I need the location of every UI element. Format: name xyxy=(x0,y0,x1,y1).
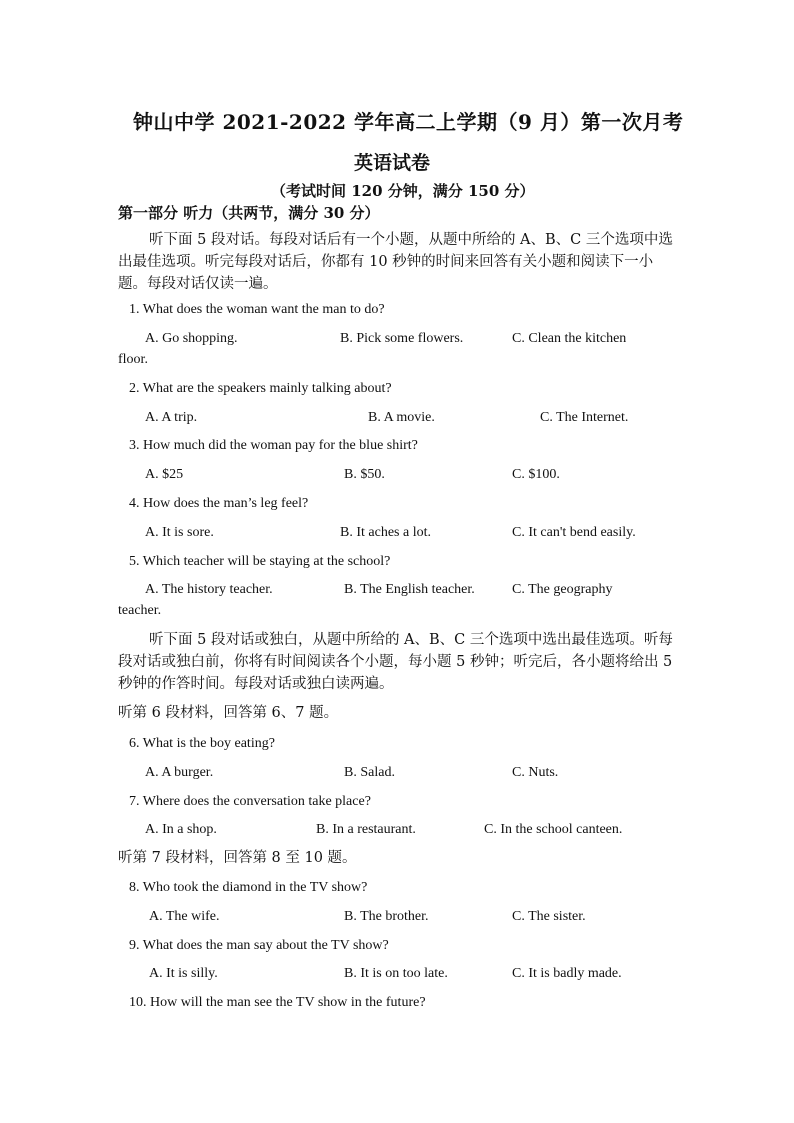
q7-option-a: A. In a shop. xyxy=(145,822,217,837)
q5-option-c: C. The geography xyxy=(512,582,613,597)
exam-subtitle: 英语试卷 xyxy=(354,152,431,174)
q5-option-a: A. The history teacher. xyxy=(145,582,273,597)
q1-option-a: A. Go shopping. xyxy=(145,331,238,346)
material-6-heading: 听第 6 段材料，回答第 6、7 题。 xyxy=(118,705,339,721)
part1-instructions: 听下面 5 段对话。每段对话后有一个小题，从题中所给的 A、B、C 三个选项中选出最佳选项。听完每段对话后，你都有 10 秒钟的时间来回答有关小题和阅读下一小题。每段对话仅读一遍。 xyxy=(118,232,673,292)
q7-option-b: B. In a restaurant. xyxy=(316,822,416,837)
exam-info: （考试时间 120 分钟，满分 150 分） xyxy=(271,182,535,200)
q6-option-a: A. A burger. xyxy=(145,765,214,780)
q9-option-b: B. It is on too late. xyxy=(344,966,448,981)
q4-option-b: B. It aches a lot. xyxy=(340,525,431,540)
exam-title: 钟山中学 2021-2022 学年高二上学期（9 月）第一次月考 xyxy=(133,110,684,134)
q1-option-b: B. Pick some flowers. xyxy=(340,331,464,346)
question-9: 9. What does the man say about the TV show? xyxy=(129,938,389,953)
q4-option-a: A. It is sore. xyxy=(145,525,214,540)
question-6: 6. What is the boy eating? xyxy=(129,736,275,751)
q6-option-c: C. Nuts. xyxy=(512,765,559,780)
q8-option-c: C. The sister. xyxy=(512,909,586,924)
q8-option-b: B. The brother. xyxy=(344,909,429,924)
q5-option-c-continued: teacher. xyxy=(118,603,162,618)
question-5: 5. Which teacher will be staying at the school? xyxy=(129,554,391,569)
q3-option-c: C. $100. xyxy=(512,467,560,482)
q2-option-b: B. A movie. xyxy=(368,410,435,425)
q8-option-a: A. The wife. xyxy=(149,909,220,924)
part2-instructions: 听下面 5 段对话或独白，从题中所给的 A、B、C 三个选项中选出最佳选项。听每段对话或独白前，你将有时间阅读各个小题，每小题 5 秒钟；听完后，各小题将给出 5 秒钟的作答时间。每段对话或独白读两遍。 xyxy=(118,632,673,692)
q7-option-c: C. In the school canteen. xyxy=(484,822,623,837)
q3-option-a: A. $25 xyxy=(145,467,184,482)
question-1: 1. What does the woman want the man to do? xyxy=(129,302,385,317)
q2-option-c: C. The Internet. xyxy=(540,410,629,425)
question-4: 4. How does the man’s leg feel? xyxy=(129,496,309,511)
q1-option-c-continued: floor. xyxy=(118,352,148,367)
q6-option-b: B. Salad. xyxy=(344,765,395,780)
question-10: 10. How will the man see the TV show in the future? xyxy=(129,995,426,1010)
q3-option-b: B. $50. xyxy=(344,467,385,482)
q2-option-a: A. A trip. xyxy=(145,410,198,425)
q4-option-c: C. It can't bend easily. xyxy=(512,525,636,540)
section-heading: 第一部分 听力（共两节，满分 30 分） xyxy=(118,204,380,222)
question-2: 2. What are the speakers mainly talking about? xyxy=(129,381,392,396)
q9-option-a: A. It is silly. xyxy=(149,966,218,981)
question-3: 3. How much did the woman pay for the blue shirt? xyxy=(129,438,418,453)
question-8: 8. Who took the diamond in the TV show? xyxy=(129,880,368,895)
q1-option-c: C. Clean the kitchen xyxy=(512,331,627,346)
q5-option-b: B. The English teacher. xyxy=(344,582,475,597)
material-7-heading: 听第 7 段材料，回答第 8 至 10 题。 xyxy=(118,850,357,866)
question-7: 7. Where does the conversation take place? xyxy=(129,794,371,809)
q9-option-c: C. It is badly made. xyxy=(512,966,622,981)
